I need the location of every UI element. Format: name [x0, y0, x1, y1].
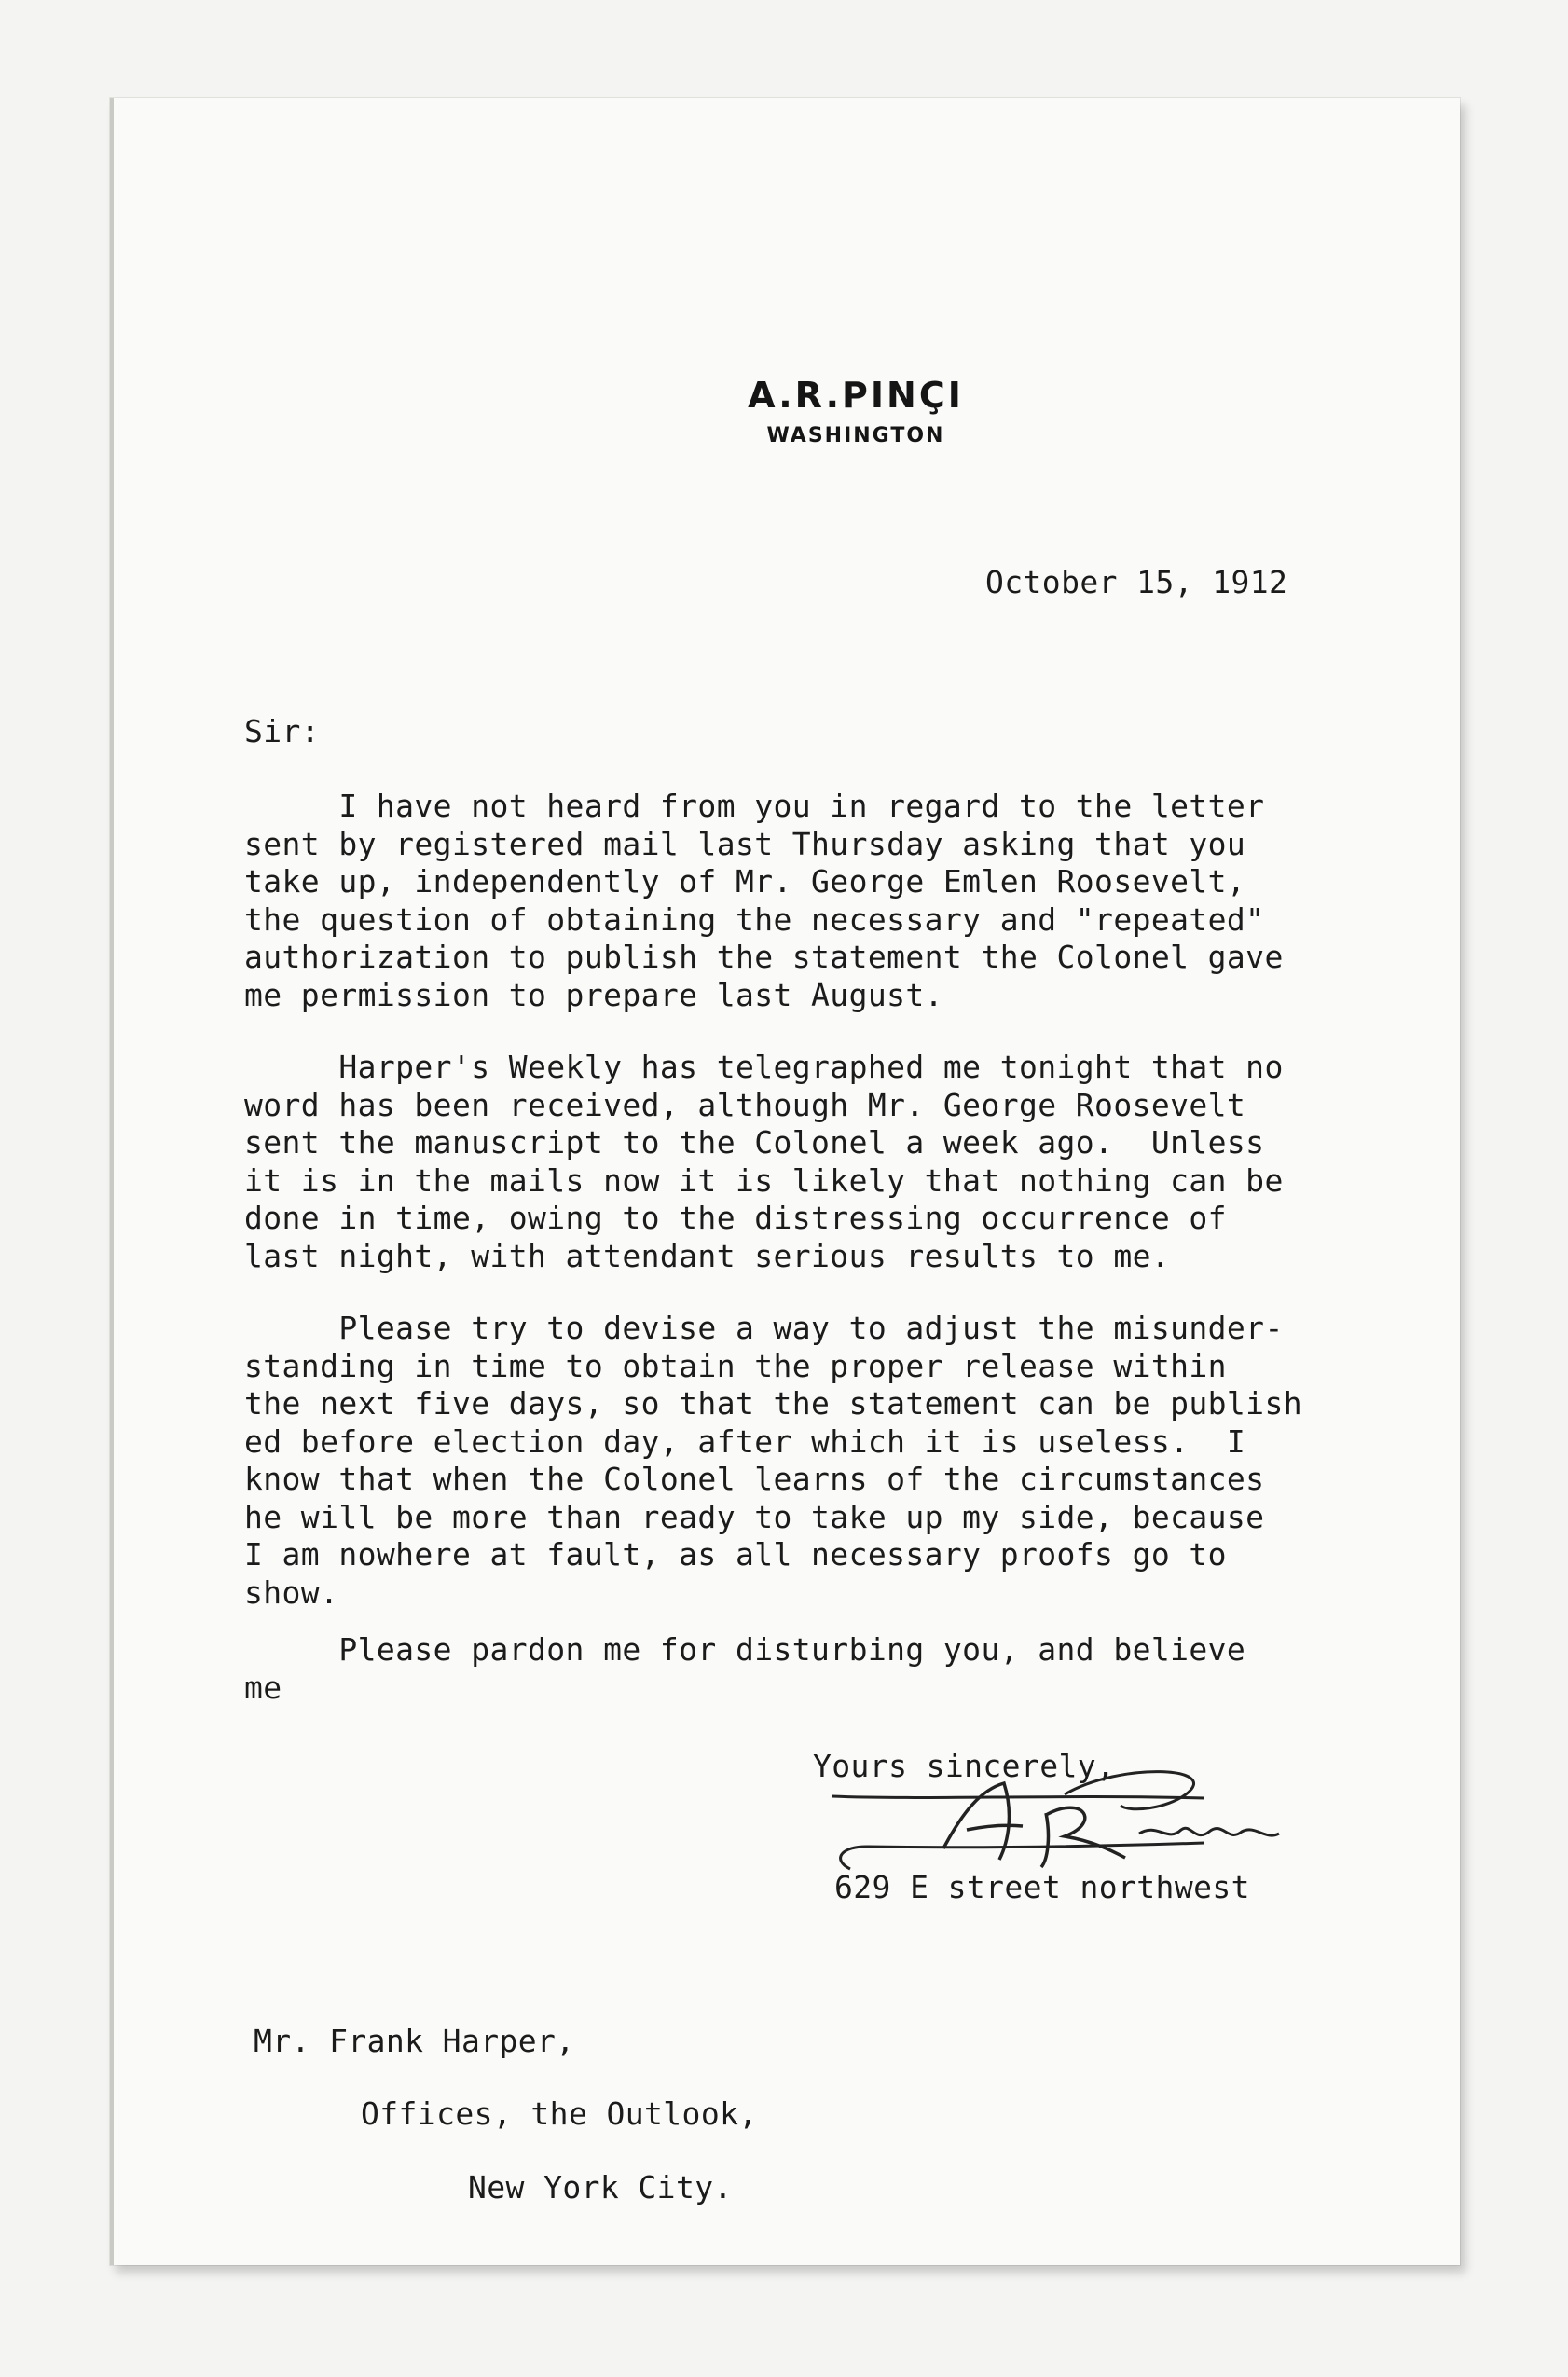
body-paragraph-4: Please pardon me for disturbing you, and believe me: [244, 1631, 1246, 1706]
recipient-name: Mr. Frank Harper,: [254, 2023, 575, 2059]
handwritten-signature: [813, 1757, 1447, 1888]
recipient-city: New York City.: [468, 2169, 733, 2205]
letter-date: October 15, 1912: [985, 564, 1288, 600]
recipient-office: Offices, the Outlook,: [361, 2095, 758, 2132]
salutation: Sir:: [244, 713, 321, 749]
letter-page: [110, 98, 1460, 2265]
body-paragraph-1: I have not heard from you in regard to the letter sent by registered mail last Thursday asking that you take up, independently of Mr. George Emlen Roosevelt, the question of obtaining the necessary and "repeated" authorization to publish the statement the Colonel gave me permission to prepare last August.: [244, 788, 1284, 1013]
body-paragraph-2: Harper's Weekly has telegraphed me tonight that no word has been received, although Mr. George Roosevelt sent the manuscript to the Colonel a week ago. Unless it is in the mails now it is likely that nothing can be done in time, owing to the distressing occurrence of last night, with attendant serious results to me.: [244, 1049, 1284, 1274]
sender-address: 629 E street northwest: [834, 1869, 1250, 1905]
letterhead-city: WASHINGTON: [766, 424, 945, 447]
letterhead-name: A.R.PINÇI: [748, 375, 964, 416]
closing: Yours sincerely,: [813, 1748, 1116, 1784]
body-paragraph-3: Please try to devise a way to adjust the misunder- standing in time to obtain the proper release within the next five days, so that the statement can be publish ed before election day, after which it is useless. I know that when the Colonel learns of the circumstances he will be more than ready to take up my side, because I am nowhere at fault, as all necessary proofs go to show.: [244, 1310, 1302, 1611]
